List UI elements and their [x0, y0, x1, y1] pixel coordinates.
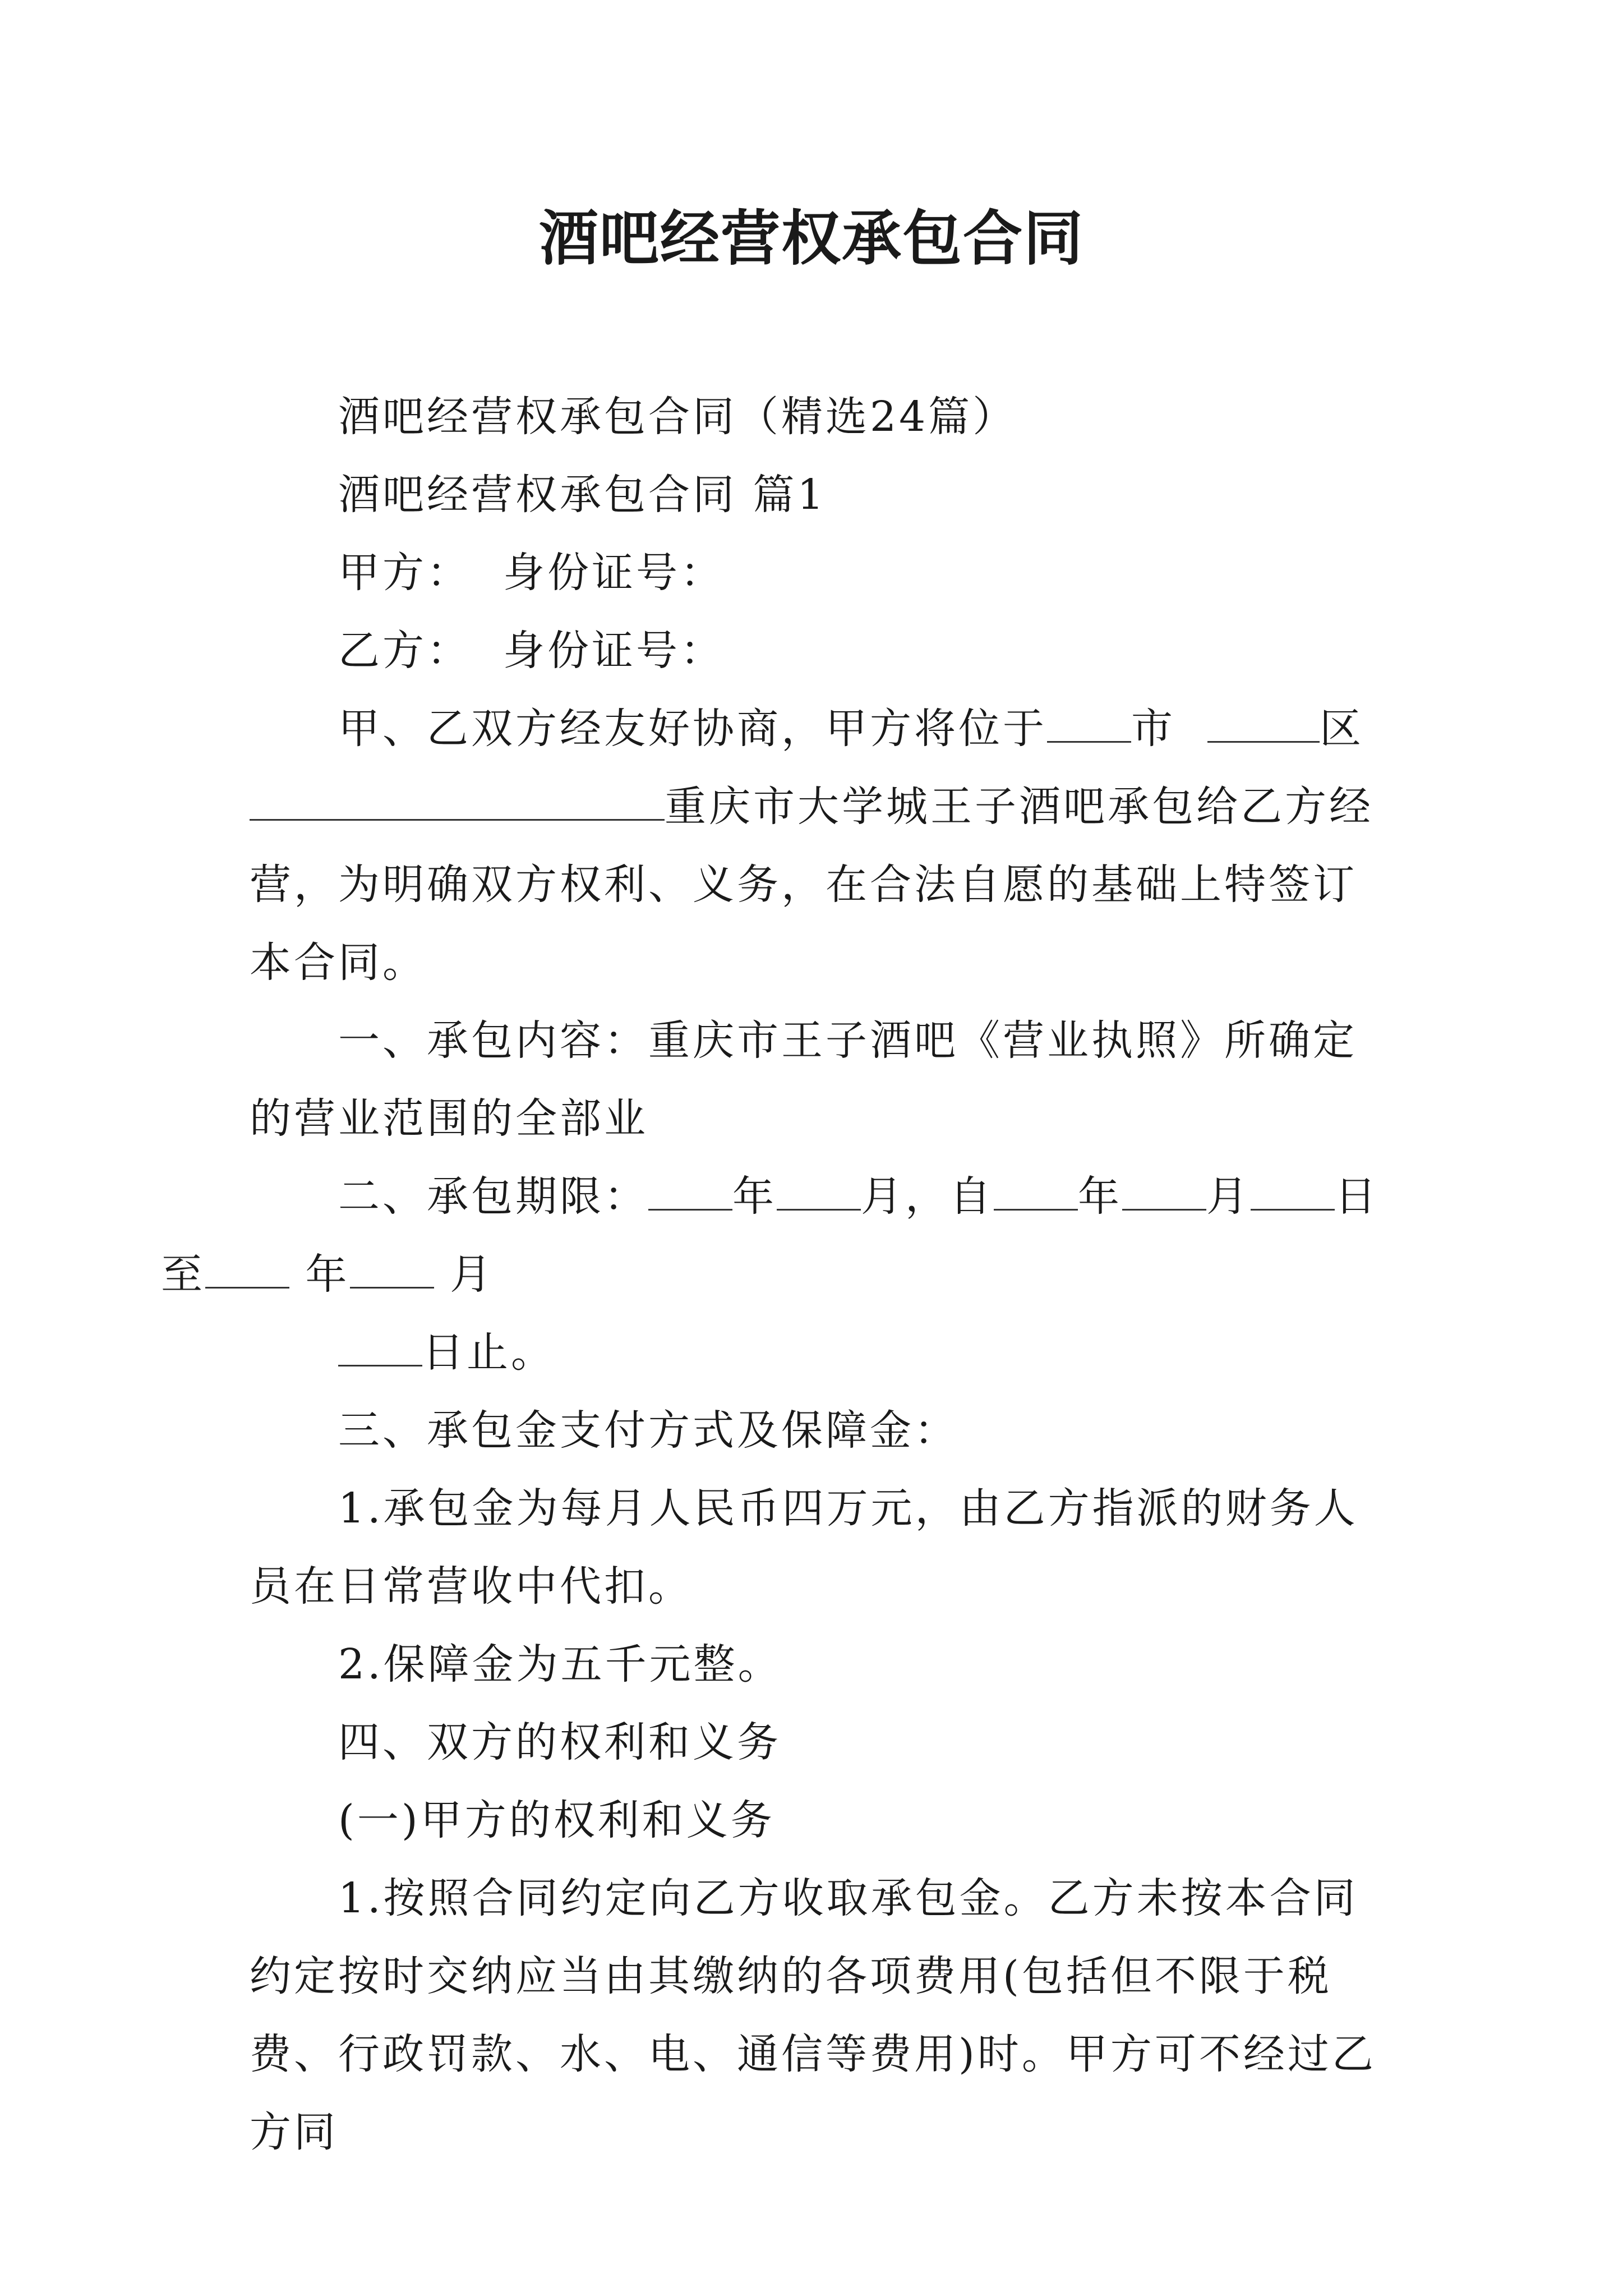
- section-3-item-1: 1.承包金为每月人民币四万元，由乙方指派的财务人员在日常营收中代扣。: [250, 1484, 1358, 1611]
- month-label: 月: [861, 1172, 905, 1221]
- year-label: 年: [732, 1172, 777, 1221]
- subtitle: 酒吧经营权承包合同（精选24篇）: [338, 393, 1017, 441]
- from-month-blank: [1122, 1174, 1206, 1211]
- from-day-blank: [1251, 1174, 1335, 1211]
- to-year-blank: [205, 1252, 289, 1289]
- intro-text-2: 重庆市大学城王子酒吧承包给乙方经营，为明确双方权利、义务，在合法自愿的基础上特签订本合同。: [250, 783, 1373, 987]
- to-day-blank: [338, 1330, 422, 1366]
- city-blank: [1047, 706, 1131, 743]
- month-label-2: 月: [1206, 1172, 1251, 1221]
- year-label-2: 年: [1078, 1172, 1122, 1221]
- section-4: 四、双方的权利和义务: [338, 1718, 781, 1766]
- party-b-line: 乙方： 身份证号：: [338, 627, 725, 675]
- year-label-3: 年: [305, 1250, 350, 1299]
- day-label: 日: [1335, 1172, 1379, 1221]
- intro-paragraph: [250, 690, 1394, 1002]
- address-blank: [250, 784, 665, 821]
- section-3: 三、承包金支付方式及保障金：: [338, 1406, 958, 1455]
- term-label: 二、承包期限：: [338, 1172, 648, 1221]
- chapter-heading: 酒吧经营权承包合同 篇1: [338, 471, 827, 519]
- section-2: [161, 1158, 1394, 1314]
- intro-text-1: 甲、乙双方经友好协商，甲方将位于: [338, 705, 1047, 753]
- from-label: ，自: [905, 1172, 994, 1221]
- to-label: 至: [161, 1250, 205, 1299]
- city-label: 市: [1131, 705, 1175, 753]
- document-title: 酒吧经营权承包合同: [539, 203, 1084, 273]
- district-blank: [1207, 706, 1320, 743]
- month-label-3: 月: [450, 1250, 495, 1299]
- section-3-item-2: 2.保障金为五千元整。: [338, 1640, 782, 1688]
- end-date-line: [250, 1314, 1394, 1392]
- party-a-line: 甲方： 身份证号：: [338, 549, 725, 597]
- from-year-blank: [994, 1174, 1078, 1211]
- end-label: 日止。: [422, 1328, 555, 1377]
- start-year-blank: [648, 1174, 732, 1211]
- section-1: 一、承包内容：重庆市王子酒吧《营业执照》所确定的营业范围的全部业: [250, 1016, 1357, 1143]
- to-month-blank: [350, 1252, 434, 1289]
- section-4-sub-1: (一)甲方的权利和义务: [338, 1796, 775, 1844]
- district-label: 区: [1320, 705, 1364, 753]
- section-4-sub-1-item-1: 1.按照合同约定向乙方收取承包金。乙方未按本合同约定按时交纳应当由其缴纳的各项费用(包括但不限于税费、行政罚款、水、电、通信等费用)时。甲方可不经过乙方同: [250, 1874, 1376, 2156]
- document-body: [161, 378, 1394, 2171]
- start-month-blank: [777, 1174, 861, 1211]
